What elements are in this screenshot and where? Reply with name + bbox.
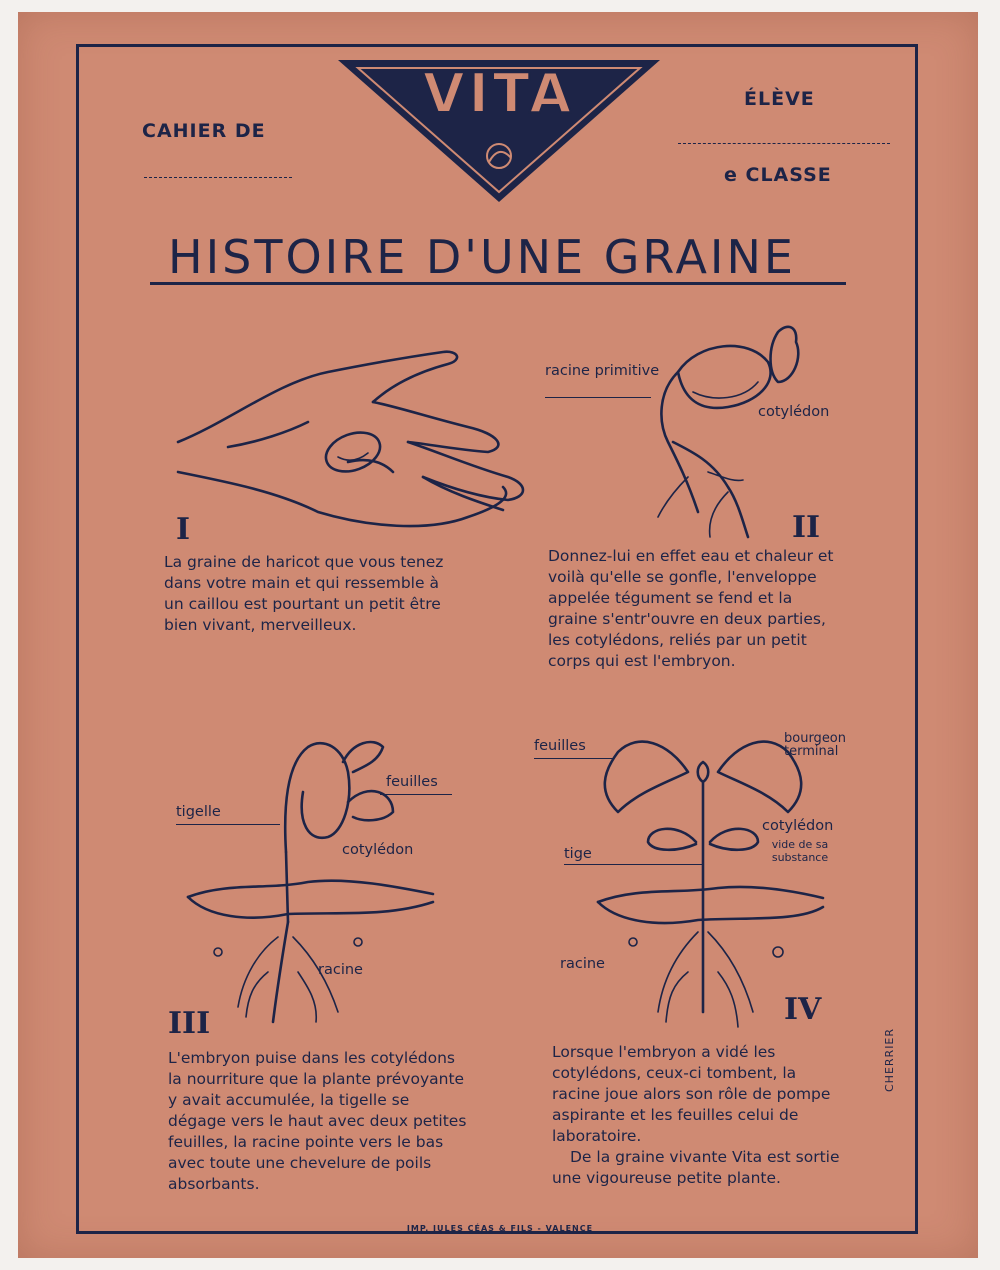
label-cotyledon-iii: cotylédon: [342, 842, 414, 858]
artist-signature: CHERRIER: [883, 1027, 896, 1092]
panel-3-numeral: III: [168, 1006, 211, 1041]
panel-3-text: [168, 1048, 468, 1195]
leader-racine-primitive: [545, 397, 651, 398]
panel-1-numeral: I: [176, 512, 191, 547]
seedling-illustration: [168, 722, 458, 1032]
label-racine-iii: racine: [318, 962, 363, 978]
eleve-label: ÉLÈVE: [744, 88, 815, 110]
panel-1-text: [164, 552, 460, 636]
panel-4-paragraph: Lorsque l'embryon a vidé les cotylédons, ceux-ci tombent, la racine joue alors son rôle de pompe aspirante et les feuilles celui de laboratoire.: [552, 1043, 831, 1145]
panel-3-paragraph: L'embryon puise dans les cotylédons la nourriture que la plante prévoyante y avait accumulée, la tigelle se dégage vers le haut avec deux petites feuilles, la racine pointe vers le bas avec toute une chevelure de poils absorbants.: [168, 1049, 467, 1193]
vita-brand: VITA: [422, 62, 576, 125]
panel-1-paragraph: La graine de haricot que vous tenez dans votre main et qui ressemble à un caillou est pourtant un petit être bien vivant, merveilleux.: [164, 553, 444, 634]
leader-feuilles-iv: [534, 758, 614, 759]
panel-2-text: [548, 546, 840, 672]
label-bourgeon-terminal: bourgeon terminal: [784, 731, 847, 759]
germinating-seed-illustration: [618, 312, 818, 542]
eleve-name-line: [678, 143, 890, 144]
panel-4-paragraph-2: De la graine vivante Vita est sortie une vigoureuse petite plante.: [552, 1148, 840, 1187]
classe-label: e CLASSE: [724, 164, 832, 186]
panel-2-numeral: II: [792, 510, 821, 545]
cahier-name-line: [144, 177, 292, 178]
label-feuilles-iii: feuilles: [386, 774, 438, 790]
notebook-cover: [18, 12, 978, 1258]
label-feuilles-iv: feuilles: [534, 738, 586, 754]
leader-tigelle: [176, 824, 280, 825]
printer-imprint: IMP. JULES CÉAS & FILS - VALENCE: [406, 1224, 594, 1233]
label-racine-primitive: racine primitive: [545, 363, 660, 379]
panel-2-paragraph: Donnez-lui en effet eau et chaleur et voilà qu'elle se gonfle, l'enveloppe appelée tégument se fend et la graine s'entr'ouvre en deux parties, les cotylédons, reliés par un petit corps qui est l'embryon.: [548, 547, 834, 670]
label-cotyledon-ii: cotylédon: [758, 404, 830, 420]
hand-illustration: [168, 312, 548, 542]
cahier-label: CAHIER DE: [142, 120, 266, 142]
label-racine-iv: racine: [560, 956, 605, 972]
label-cotyledon-iv: cotylédon: [762, 818, 834, 834]
panel-4-text: [552, 1042, 846, 1189]
title-underline: [150, 282, 846, 285]
leader-feuilles-iii: [380, 794, 452, 795]
panel-4-numeral: IV: [784, 992, 822, 1027]
page-title: HISTOIRE D'UNE GRAINE: [168, 230, 796, 284]
leader-tige: [564, 864, 702, 865]
label-tigelle: tigelle: [176, 804, 221, 820]
label-vide-de-sa-substance: vide de sa substance: [771, 838, 829, 864]
label-tige: tige: [564, 846, 592, 862]
